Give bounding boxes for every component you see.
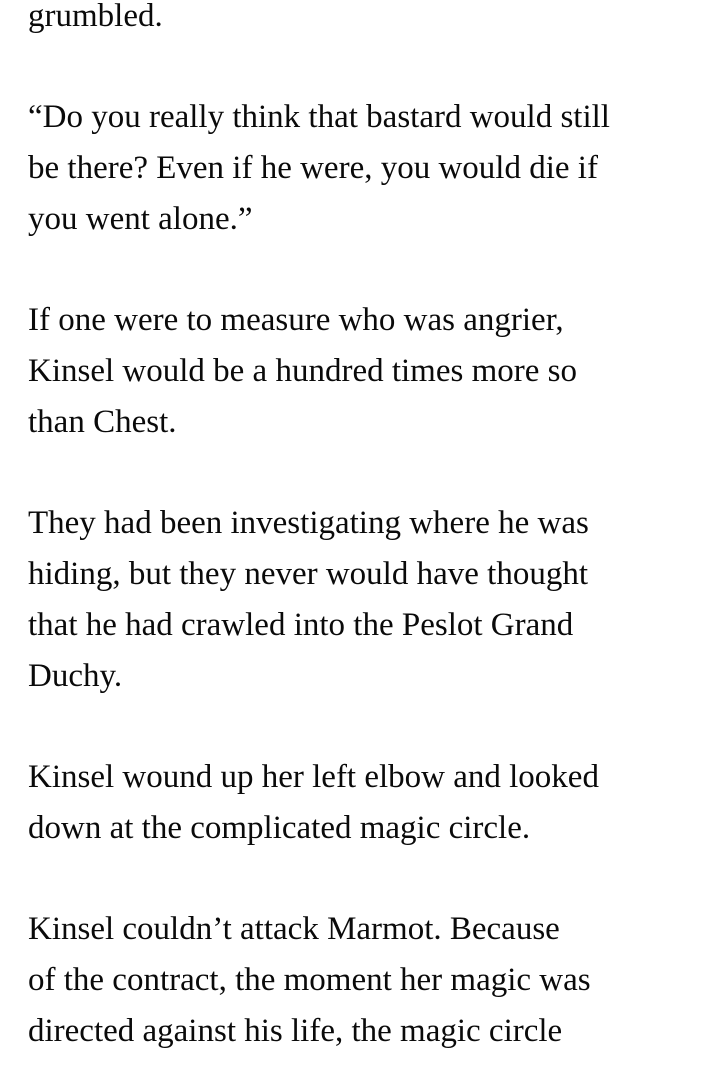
text-line: you went alone.” [28, 201, 253, 237]
text-line: than Chest. [28, 404, 177, 440]
text-line: of the contract, the moment her magic was [28, 962, 591, 998]
paragraph [28, 295, 684, 448]
paragraph [28, 498, 684, 702]
text-line: Kinsel wound up her left elbow and looked [28, 759, 599, 795]
text-line: hiding, but they never would have thought [28, 556, 588, 592]
text-line: Kinsel would be a hundred times more so [28, 353, 577, 389]
text-line: “Do you really think that bastard would still [28, 99, 610, 135]
paragraph [28, 752, 684, 854]
text-line: down at the complicated magic circle. [28, 810, 531, 846]
novel-text-content [28, 0, 684, 1057]
text-line: If one were to measure who was angrier, [28, 302, 564, 338]
paragraph [28, 92, 684, 245]
text-line: be there? Even if he were, you would die if [28, 150, 598, 186]
paragraph [28, 0, 684, 42]
text-line: Duchy. [28, 658, 123, 694]
text-line: Kinsel couldn’t attack Marmot. Because [28, 911, 560, 947]
text-line: They had been investigating where he was [28, 505, 589, 541]
paragraph [28, 904, 684, 1057]
text-line: grumbled. [28, 0, 163, 34]
text-line: that he had crawled into the Peslot Grand [28, 607, 574, 643]
text-line: directed against his life, the magic circle [28, 1013, 563, 1049]
